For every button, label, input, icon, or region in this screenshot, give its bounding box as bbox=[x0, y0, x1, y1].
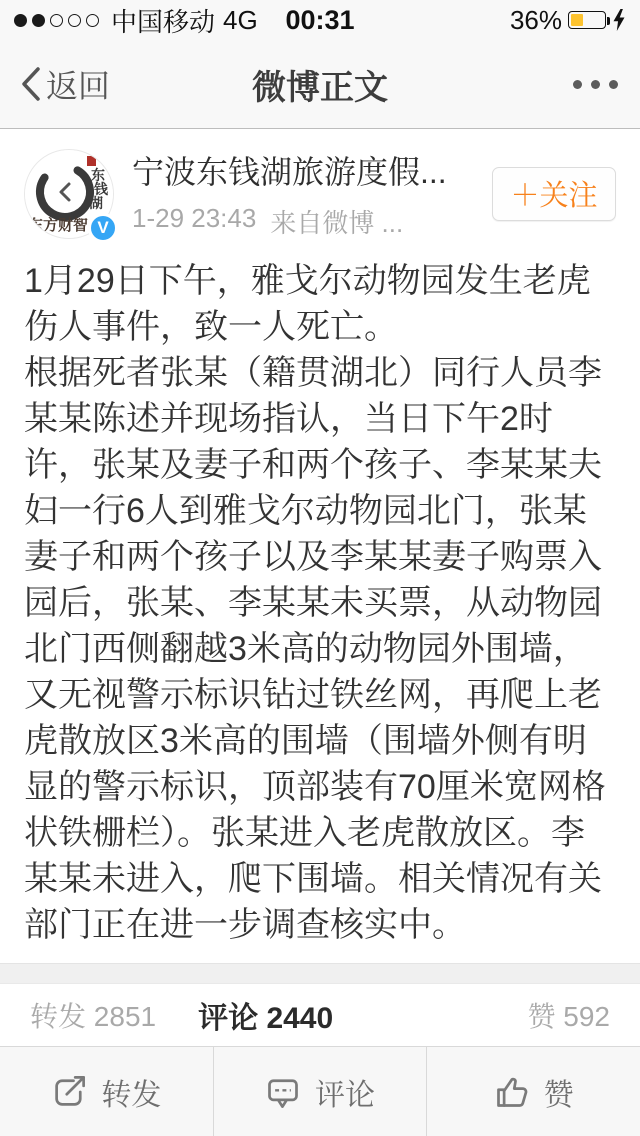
avatar-side-label: 东 bbox=[91, 166, 105, 183]
repost-button[interactable]: 转发 bbox=[0, 1047, 213, 1136]
svg-text:湖: 湖 bbox=[89, 194, 103, 211]
action-toolbar bbox=[0, 1046, 640, 1136]
post-header bbox=[24, 147, 616, 240]
status-bar bbox=[0, 0, 640, 40]
clock: 00:31 bbox=[285, 4, 355, 35]
post-paragraph: 1月29日下午，雅戈尔动物园发生老虎伤人事件，致一人死亡。 bbox=[24, 262, 591, 346]
thumbs-up-icon bbox=[494, 1074, 530, 1110]
battery-icon bbox=[568, 11, 606, 29]
like-count: 592 bbox=[563, 1001, 610, 1032]
carrier-label: 中国移动 bbox=[111, 6, 216, 37]
page-title: 微博正文 bbox=[252, 68, 388, 107]
status-left-group bbox=[14, 2, 258, 39]
post-content bbox=[0, 129, 640, 963]
back-label: 返回 bbox=[46, 68, 111, 104]
post-body bbox=[24, 258, 616, 948]
network-type-label: 4G bbox=[223, 4, 258, 35]
charging-bolt-icon bbox=[612, 9, 626, 31]
like-button[interactable]: 赞 bbox=[426, 1047, 640, 1136]
comment-count: 2440 bbox=[266, 1002, 334, 1035]
section-divider bbox=[0, 963, 640, 984]
repost-count: 2851 bbox=[93, 1001, 157, 1032]
avatar-caption: 东方财智 bbox=[28, 216, 89, 234]
verified-badge-icon: V bbox=[88, 213, 118, 243]
comment-icon bbox=[265, 1074, 301, 1110]
post-meta bbox=[132, 203, 480, 240]
back-button[interactable] bbox=[20, 61, 110, 107]
more-button[interactable] bbox=[571, 70, 620, 99]
more-icon bbox=[573, 80, 582, 89]
source-label: 来自微博 ... bbox=[270, 208, 404, 238]
nav-bar bbox=[0, 40, 640, 129]
post-paragraph: 根据死者张某（籍贯湖北）同行人员李某某陈述并现场指认，当日下午2时许，张某及妻子和两个孩子、李某某夫妇一行6人到雅戈尔动物园北门，张某妻子和两个孩子以及李某某妻子购票入园后，张某、李某某未买票，从动物园北门西侧翻越3米高的动物园外围墙，又无视警示标识钻过铁丝网，再爬上老虎散放区3米高的围墙（围墙外侧有明显的警示标识，顶部装有70厘米宽网格状铁栅栏）。张某进入老虎散放区。李某某未进入，爬下围墙。相关情况有关部门正在进一步调查核实中。 bbox=[24, 354, 606, 944]
follow-button[interactable]: ＋关注 bbox=[492, 167, 616, 221]
status-right-group bbox=[510, 5, 626, 36]
avatar[interactable] bbox=[24, 149, 114, 239]
tab-comments[interactable]: 评论 2440 bbox=[198, 1002, 334, 1035]
timestamp: 1-29 23:43 bbox=[132, 203, 257, 233]
stats-bar bbox=[0, 984, 640, 1046]
svg-text:钱: 钱 bbox=[94, 180, 108, 197]
chevron-left-icon bbox=[20, 66, 42, 102]
comment-button[interactable]: 评论 bbox=[213, 1047, 427, 1136]
tab-reposts[interactable]: 转发 2851 bbox=[30, 1001, 157, 1032]
author-block bbox=[132, 147, 480, 240]
signal-strength-icon bbox=[14, 14, 99, 27]
tab-likes[interactable]: 赞 592 bbox=[527, 1001, 610, 1032]
repost-icon bbox=[51, 1074, 87, 1110]
author-name[interactable]: 宁波东钱湖旅游度假... bbox=[132, 154, 447, 190]
battery-percent-label: 36% bbox=[509, 4, 562, 35]
